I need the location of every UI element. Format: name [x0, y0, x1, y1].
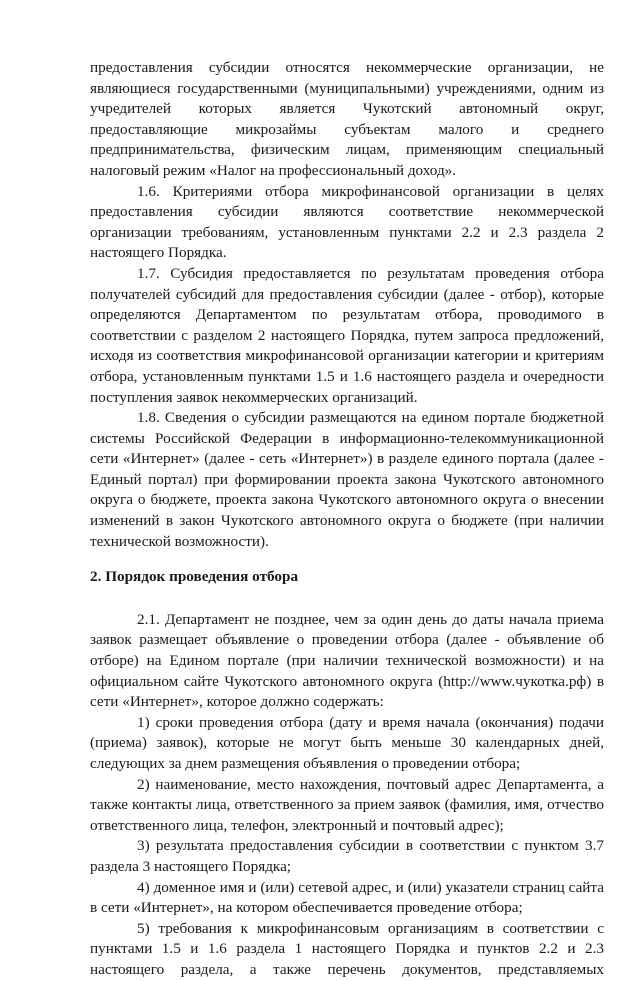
paragraph: 2) наименование, место нахождения, почтовый адрес Департамента, а также контакты лица, ответственного за прием заявок (фамилия, имя, отчество ответственного лица, телефон, электронный и почтовый адрес);: [90, 775, 604, 834]
paragraphs-after: [90, 610, 604, 981]
paragraph: 1.7. Субсидия предоставляется по результатам проведения отбора получателей субсидий для предоставления субсидии (далее - отбор), которые определяются Департаментом по результатам отбора, проводимого в соответствии с разделом 2 настоящего Порядка, путем запроса предложений, исходя из соответствия микрофинансовой организации категории и критериям отбора, установленным пунктами 1.5 и 1.6 настоящего раздела и очередности поступления заявок некоммерческих организаций.: [90, 264, 604, 406]
paragraph: 4) доменное имя и (или) сетевой адрес, и (или) указатели страниц сайта в сети «Интернет», на котором обеспечивается проведение отбора;: [90, 878, 604, 917]
paragraph: 1.6. Критериями отбора микрофинансовой организации в целях предоставления субсидии являются соответствие некоммерческой организации требованиям, установленным пунктами 2.2 и 2.3 раздела 2 настоящего Порядка.: [90, 182, 604, 262]
paragraph: 5) требования к микрофинансовым организациям в соответствии с пунктами 1.5 и 1.6 раздела 1 настоящего Порядка и пунктов 2.2 и 2.3 настоящего раздела, а также перечень документов, представляемых: [90, 919, 604, 978]
paragraph: 1) сроки проведения отбора (дату и время начала (окончания) подачи (приема) заявок), которые не могут быть меньше 30 календарных дней, следующих за днем размещения объявления о проведении отбора;: [90, 713, 604, 772]
paragraph: 3) результата предоставления субсидии в соответствии с пунктом 3.7 раздела 3 настоящего Порядка;: [90, 837, 604, 875]
document-page: [90, 58, 604, 981]
paragraph: 2.1. Департамент не позднее, чем за один день до даты начала приема заявок размещает объявление о проведении отбора (далее - объявление об отборе) на Едином портале (при наличии технической возможности) и на официальном сайте Чукотского автономного округа (http://www.чукотка.рф) в сети «Интернет», которое должно содержать:: [90, 610, 604, 711]
paragraph: предоставления субсидии относятся некоммерческие организации, не являющиеся государственными (муниципальными) учреждениями, одним из учредителей которых является Чукотский автономный округ, предоставляющие микрозаймы субъектам малого и среднего предпринимательства, физическим лицам, применяющим специальный налоговый режим «Налог на профессиональный доход».: [90, 59, 604, 179]
section-heading: 2. Порядок проведения отбора: [90, 568, 299, 586]
paragraph: 1.8. Сведения о субсидии размещаются на едином портале бюджетной системы Российской Федерации в информационно-телекоммуникационной сети «Интернет» (далее - сеть «Интернет») в разделе единого портала (далее - Единый портал) при формировании проекта закона Чукотского автономного округа о бюджете, проекта закона Чукотского автономного округа о внесении изменений в закон Чукотского автономного округа о бюджете (при наличии технической возможности).: [90, 409, 604, 550]
paragraphs-before: [90, 58, 604, 552]
